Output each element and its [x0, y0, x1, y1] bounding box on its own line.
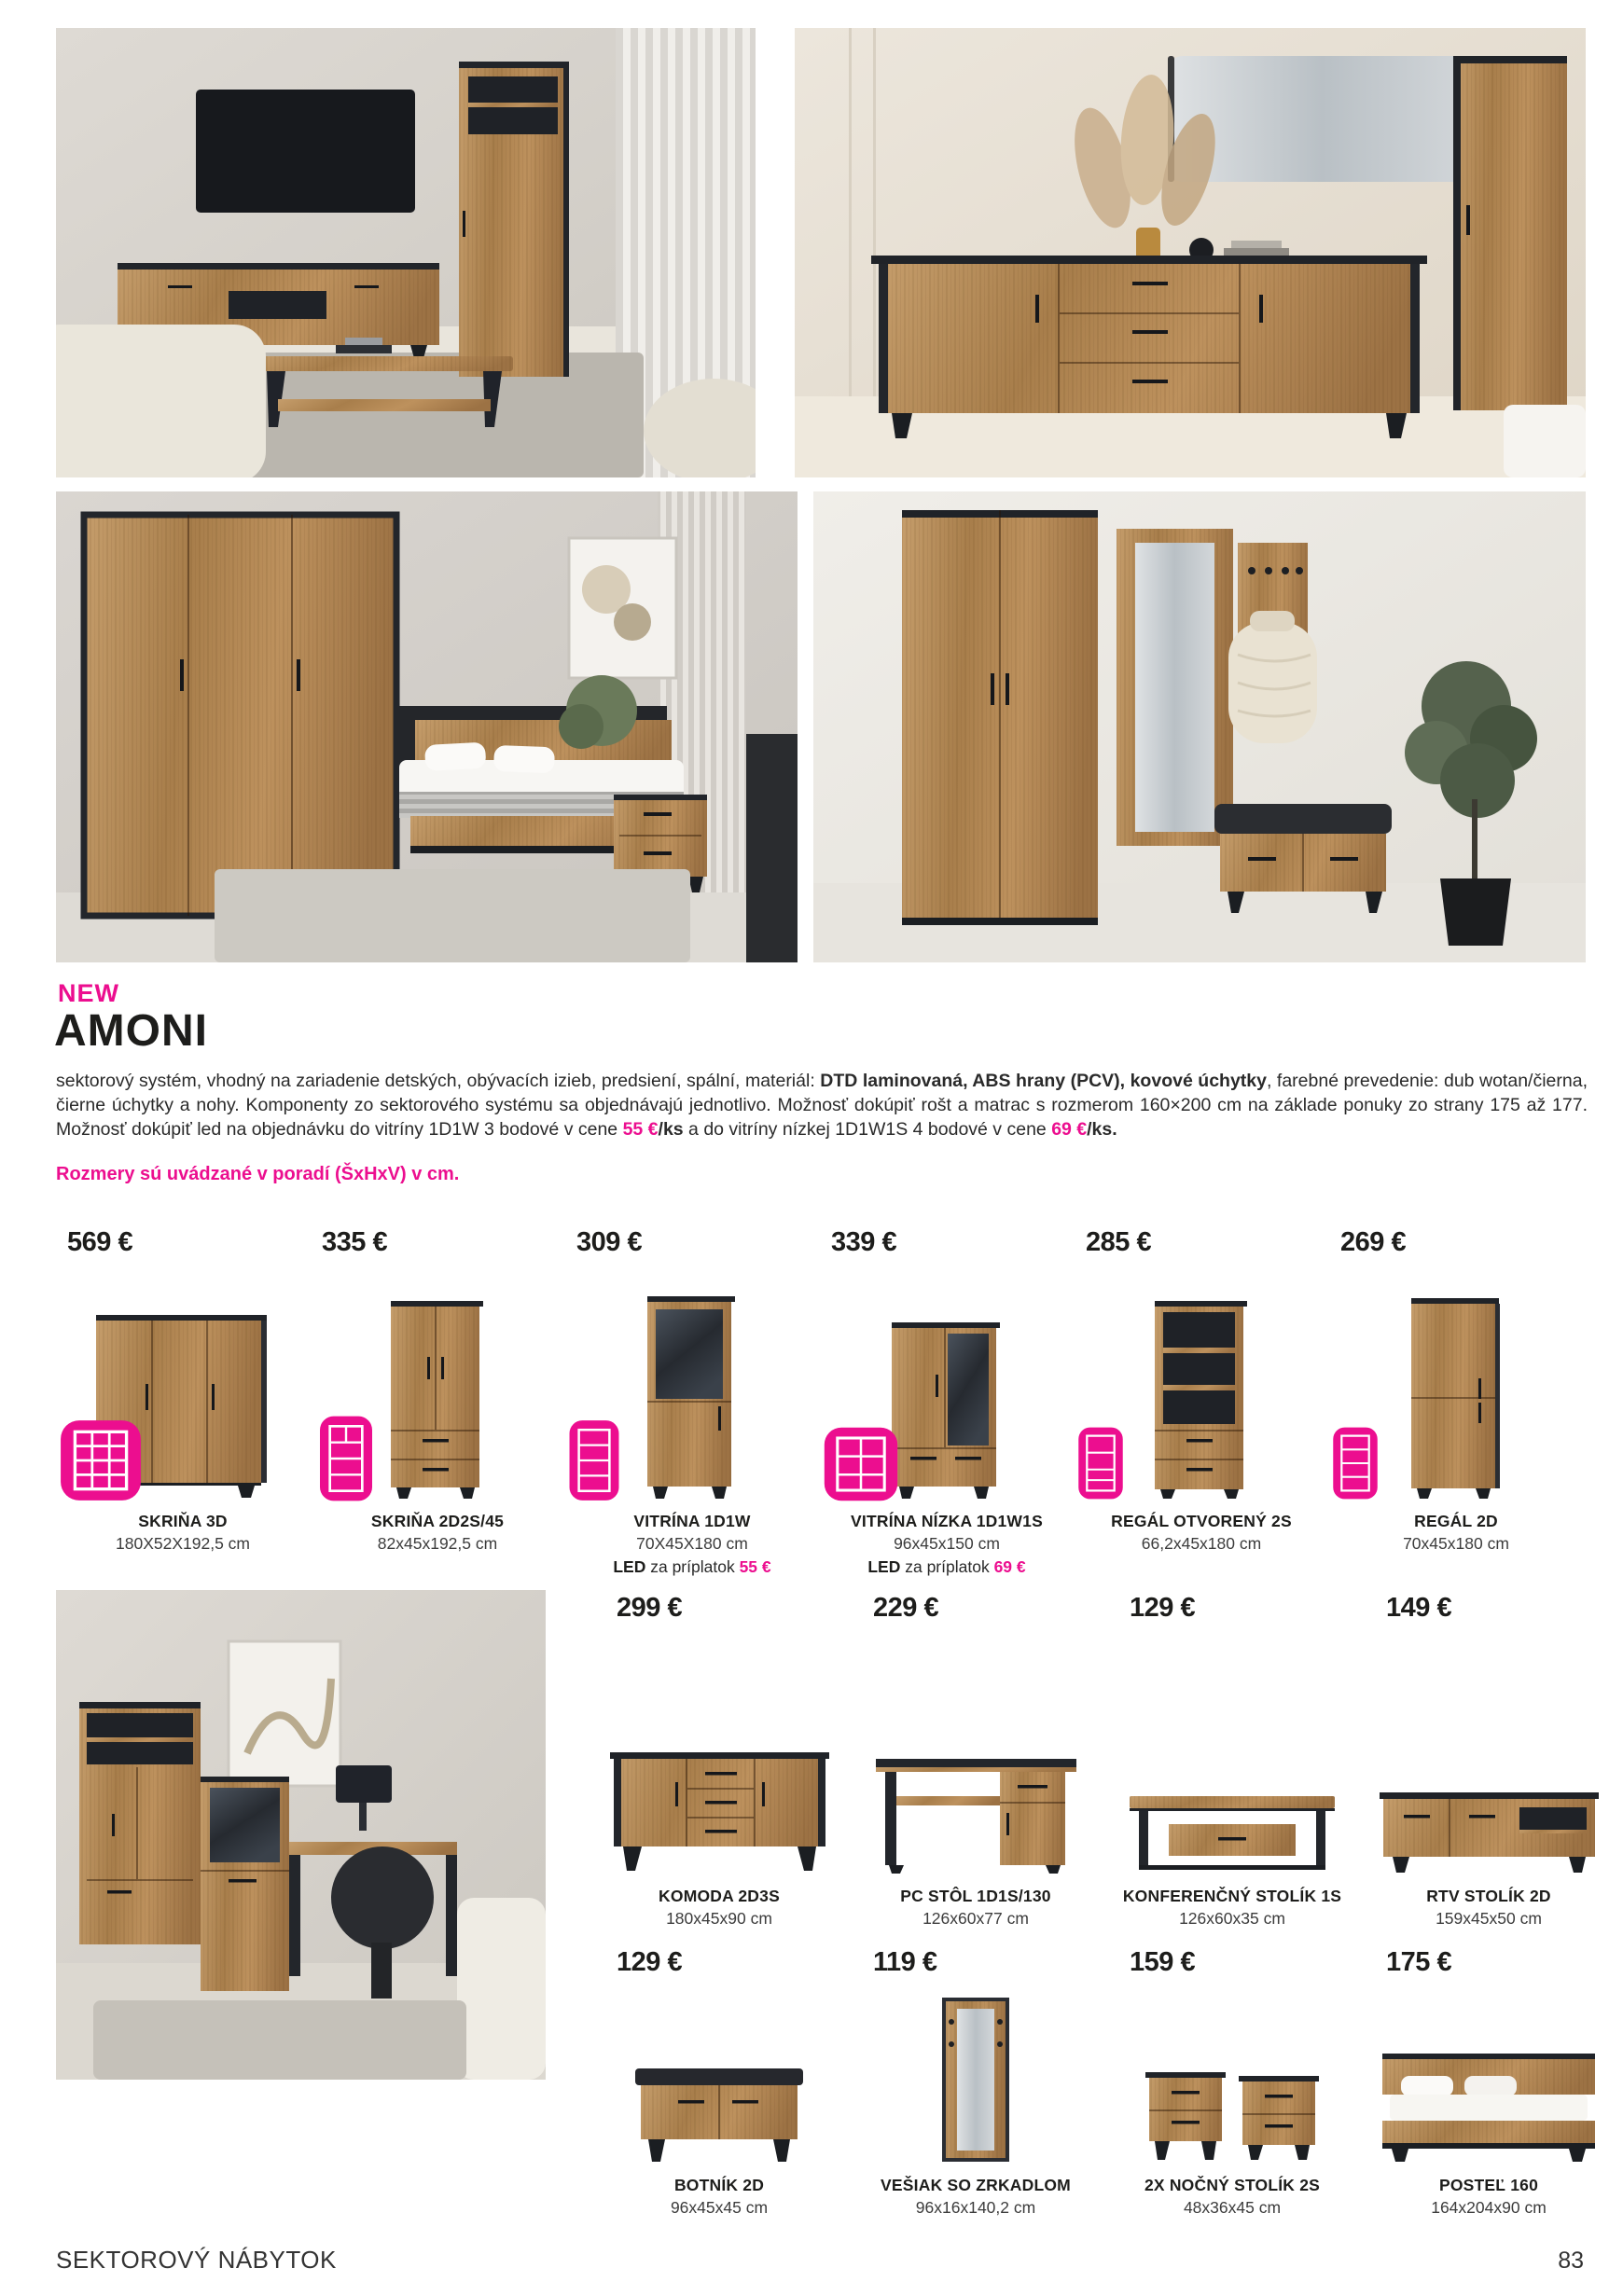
product-name: REGÁL OTVORENÝ 2S — [1111, 1512, 1292, 1530]
product-price: 119 € — [873, 1947, 937, 1977]
product-card-nocne-stoliky — [1105, 1947, 1359, 2219]
product-name: BOTNÍK 2D — [673, 2176, 765, 2194]
product-name: REGÁL 2D — [1414, 1512, 1498, 1530]
product-dimensions: 164x204x90 cm — [1431, 2198, 1547, 2217]
product-card-regal-otvoreny — [1075, 1227, 1328, 1555]
new-label: NEW — [58, 979, 119, 1007]
product-image-vesiak-so-zrkadlom — [929, 1996, 1022, 2164]
bedroom-illustration — [56, 491, 798, 962]
interior-layout-badge — [1331, 1423, 1380, 1503]
product-dimensions: 66,2x45x180 cm — [1141, 1534, 1262, 1553]
led-option-note — [565, 1556, 819, 1578]
product-image-nocne-stoliky — [1142, 2063, 1324, 2164]
product-card-pc-stol — [849, 1593, 1103, 1929]
lifestyle-photo-bedroom — [56, 491, 798, 962]
product-dimensions: 96x16x140,2 cm — [915, 2198, 1036, 2217]
product-image-botnik — [635, 2063, 803, 2164]
product-image-skrina-2d2s — [389, 1299, 487, 1500]
living-room-illustration — [56, 28, 756, 477]
lifestyle-photo-sideboard — [795, 28, 1586, 477]
interior-layout-badge — [312, 1414, 380, 1503]
product-image-regal-otvoreny — [1153, 1299, 1251, 1500]
led-price: 55 € — [739, 1557, 771, 1576]
product-card-rtv-stolik — [1362, 1593, 1616, 1929]
led-price: 69 € — [993, 1557, 1026, 1576]
product-image-area — [849, 1636, 1103, 1878]
product-card-regal-2d — [1329, 1227, 1583, 1555]
page-number: 83 — [1558, 2248, 1584, 2274]
product-image-area — [592, 1636, 846, 1878]
per-piece-2: /ks. — [1087, 1119, 1117, 1140]
product-name: RTV STOLÍK 2D — [1426, 1887, 1551, 1905]
product-name: PC STÔL 1D1S/130 — [900, 1887, 1051, 1905]
led-label: LED — [867, 1557, 901, 1576]
description-text: , farebné prevedenie: dub wotan/čierna, čierne úchytky a nohy. Komponenty zo sektorového systému sa objednávajú jednotlivo. Možnosť dokúpiť rošt a matrac s rozmerom 160×200 cm na základe ponuky zo strany 175 až 177. Možnosť dokúpiť led na objednávku do vitríny 1D1W 3 bodové v cene — [56, 1071, 1588, 1140]
description-text: sektorový systém, vhodný na zariadenie detských, obývacích izieb, predsiení, spální, materiál: — [56, 1071, 821, 1091]
hallway-illustration — [813, 491, 1586, 962]
product-dimensions: 180X52X192,5 cm — [116, 1534, 250, 1553]
product-name: SKRIŇA 3D — [138, 1512, 228, 1530]
lifestyle-photo-living-room — [56, 28, 756, 477]
product-image-area — [1362, 1636, 1616, 1878]
product-card-postel — [1362, 1947, 1616, 2219]
product-card-vitrina-1d1w — [565, 1227, 819, 1578]
product-price: 339 € — [831, 1227, 897, 1257]
product-dimensions: 96x45x45 cm — [670, 2198, 769, 2217]
product-dimensions: 126x60x35 cm — [1179, 1909, 1285, 1928]
interior-layout-badge — [822, 1425, 900, 1503]
product-name: 2X NOČNÝ STOLÍK 2S — [1144, 2176, 1321, 2194]
description-bold-materials: DTD laminovaná, ABS hrany (PCV), kovové úchytky — [820, 1071, 1267, 1091]
lifestyle-photo-office — [56, 1590, 546, 2080]
product-dimensions: 70x45x180 cm — [1403, 1534, 1509, 1553]
product-price: 229 € — [873, 1593, 939, 1623]
product-image-area — [1105, 1636, 1359, 1878]
product-image-komoda — [610, 1749, 829, 1874]
product-name: VITRÍNA NÍZKA 1D1W1S — [851, 1512, 1043, 1530]
product-card-skrina-2d2s — [311, 1227, 564, 1555]
product-image-pc-stol — [876, 1744, 1076, 1874]
product-price: 129 € — [617, 1947, 683, 1977]
product-dimensions: 159x45x50 cm — [1436, 1909, 1542, 1928]
product-price: 299 € — [617, 1593, 683, 1623]
product-image-area — [1105, 1990, 1359, 2167]
product-image-area — [56, 1270, 310, 1503]
product-image-konferencny-stolik — [1130, 1789, 1335, 1874]
product-image-vitrina-nizka — [890, 1321, 1004, 1500]
product-name: KOMODA 2D3S — [659, 1887, 780, 1905]
product-card-komoda — [592, 1593, 846, 1929]
product-image-rtv-stolik — [1380, 1785, 1599, 1874]
product-card-skrina-3d — [56, 1227, 310, 1555]
product-name: KONFERENČNÝ STOLÍK 1S — [1122, 1887, 1342, 1905]
sideboard-room-illustration — [795, 28, 1586, 477]
interior-layout-badge — [567, 1418, 621, 1503]
product-card-konferencny-stolik — [1105, 1593, 1359, 1929]
product-image-area — [1329, 1270, 1583, 1503]
product-price: 269 € — [1340, 1227, 1407, 1257]
product-price: 309 € — [576, 1227, 643, 1257]
office-room-illustration — [56, 1590, 546, 2080]
product-name: VEŠIAK SO ZRKADLOM — [881, 2176, 1071, 2194]
product-image-area — [849, 1990, 1103, 2167]
led-option-note — [820, 1556, 1074, 1578]
product-card-vitrina-nizka — [820, 1227, 1074, 1578]
product-price: 129 € — [1130, 1593, 1196, 1623]
product-image-area — [592, 1990, 846, 2167]
product-dimensions: 96x45x150 cm — [894, 1534, 1000, 1553]
product-image-area — [1362, 1990, 1616, 2167]
dimensions-note: Rozmery sú uvádzané v poradí (ŠxHxV) v cm. — [56, 1164, 460, 1184]
product-dimensions: 126x60x77 cm — [922, 1909, 1029, 1928]
product-image-area — [1075, 1270, 1328, 1503]
led-label: LED — [613, 1557, 646, 1576]
product-image-postel — [1377, 2050, 1601, 2164]
product-price: 335 € — [322, 1227, 388, 1257]
product-card-vesiak — [849, 1947, 1103, 2219]
product-image-vitrina-1d1w — [645, 1294, 739, 1500]
product-price: 175 € — [1386, 1947, 1452, 1977]
lifestyle-photo-hallway — [813, 491, 1586, 962]
product-dimensions: 48x36x45 cm — [1183, 2198, 1282, 2217]
led-text: za príplatok — [650, 1557, 735, 1576]
collection-description — [56, 1069, 1588, 1141]
per-piece-1: /ks — [658, 1119, 684, 1140]
led-price-2: 69 € — [1051, 1119, 1088, 1140]
footer-section-title: SEKTOROVÝ NÁBYTOK — [56, 2246, 337, 2274]
collection-title: AMONI — [54, 1006, 208, 1056]
product-dimensions: 180x45x90 cm — [666, 1909, 772, 1928]
product-image-regal-2d — [1409, 1296, 1503, 1500]
led-text: za príplatok — [905, 1557, 990, 1576]
description-text: a do vitríny nízkej 1D1W1S 4 bodové v cene — [683, 1119, 1052, 1140]
product-price: 285 € — [1086, 1227, 1152, 1257]
product-card-botnik — [592, 1947, 846, 2219]
product-image-area — [565, 1270, 819, 1503]
product-price: 159 € — [1130, 1947, 1196, 1977]
product-name: VITRÍNA 1D1W — [633, 1512, 751, 1530]
product-name: SKRIŇA 2D2S/45 — [370, 1512, 505, 1530]
interior-layout-badge — [58, 1418, 144, 1503]
product-price: 149 € — [1386, 1593, 1452, 1623]
product-image-area — [311, 1270, 564, 1503]
product-dimensions: 70X45X180 cm — [636, 1534, 748, 1553]
product-name: POSTEĽ 160 — [1438, 2176, 1539, 2194]
product-price: 569 € — [67, 1227, 133, 1257]
led-price-1: 55 € — [622, 1119, 659, 1140]
product-image-area — [820, 1270, 1074, 1503]
product-dimensions: 82x45x192,5 cm — [377, 1534, 498, 1553]
interior-layout-badge — [1076, 1423, 1125, 1503]
